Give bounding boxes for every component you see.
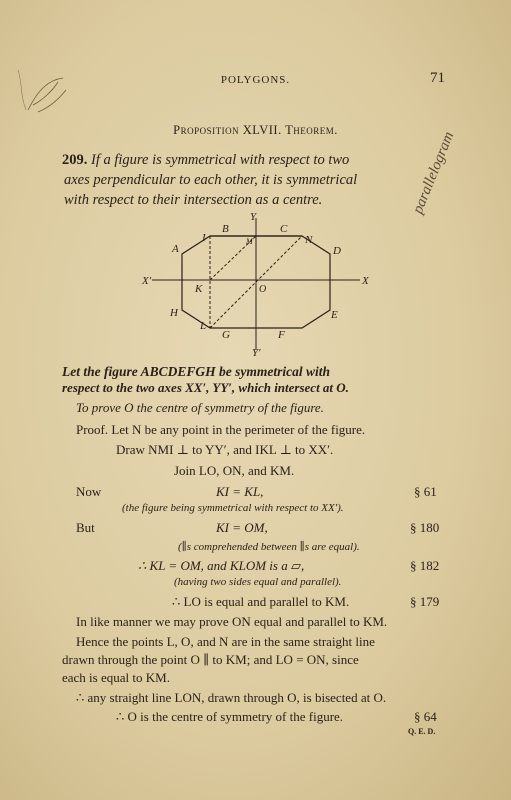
label-c: C [280,223,288,235]
proof-line-4: In like manner we may prove ON equal and parallel to KM. [76,614,388,629]
label-n: N [305,234,313,246]
therefore-2: ∴ LO is equal and parallel to KM. [172,594,350,609]
label-o: O [259,284,267,295]
label-y-prime: Y′ [252,347,261,358]
proposition-heading: Proposition XLVII. Theorem. [173,123,338,137]
but-word: But [76,520,95,535]
label-m: M [246,237,253,246]
octagon-figure [140,210,380,358]
label-k: K [195,283,203,295]
label-g: G [222,329,230,341]
now-ref: § 61 [414,484,437,499]
proof-line-9: ∴ O is the centre of symmetry of the figure. [116,709,344,724]
proof-line-5: Hence the points L, O, and N are in the same straight line [76,634,375,649]
but-ref: § 180 [410,520,440,535]
now-word: Now [76,484,102,499]
therefore-1-ref: § 182 [410,558,440,573]
therefore-2-ref: § 179 [410,594,440,609]
proof-line-9-ref: § 64 [414,709,437,724]
now-reason: (the figure being symmetrical with respect to XX′). [122,502,344,514]
label-l: L [200,320,207,332]
therefore-1: ∴ KL = OM, and KLOM is a ▱, [138,558,305,573]
label-x: X [362,275,369,287]
proof-line-8: ∴ any straight line LON, drawn through O, is bisected at O. [76,690,387,705]
running-title: POLYGONS. [220,74,291,86]
label-h: H [170,307,178,319]
but-equation: KI = OM, [216,520,268,535]
now-equation: KI = KL, [216,484,264,499]
label-e: E [331,309,338,321]
label-y: Y [250,211,257,223]
handwritten-margin-note: parallelogram [410,129,458,216]
proof-line-3: Join LO, ON, and KM. [174,463,295,478]
qed: Q. E. D. [408,727,436,736]
to-prove: To prove O the centre of symmetry of the figure. [76,400,324,415]
label-a: A [172,243,179,255]
pencil-sketch [8,50,78,130]
label-f: F [278,329,285,341]
statement-line-3: with respect to their intersection as a centre. [64,192,323,208]
label-d: D [333,245,341,257]
given-line-2: respect to the two axes XX′, YY′, which intersect at O. [62,380,349,395]
statement-line-1 [62,150,452,170]
statement-text-1: If a figure is symmetrical with respect to two [91,152,350,168]
given-line-1: Let the figure ABCDEFGH be symmetrical with [62,364,331,379]
page-number: 71 [430,70,445,86]
statement-number: 209. [62,152,88,168]
proof-line-1: Proof. Let N be any point in the perimeter of the figure. [76,422,366,437]
but-reason: (∥s comprehended between ∥s are equal). [178,541,360,553]
label-b: B [222,223,229,235]
label-x-prime: X′ [142,275,152,287]
proof-line-6: drawn through the point O ∥ to KM; and LO = ON, since [62,652,359,667]
proof-line-2: Draw NMI ⊥ to YY′, and IKL ⊥ to XX′. [116,442,334,457]
statement-line-2: axes perpendicular to each other, it is symmetrical [64,172,358,188]
therefore-1-reason: (having two sides equal and parallel). [174,576,342,588]
label-i: I [202,232,206,244]
proof-line-7: each is equal to KM. [62,670,170,685]
